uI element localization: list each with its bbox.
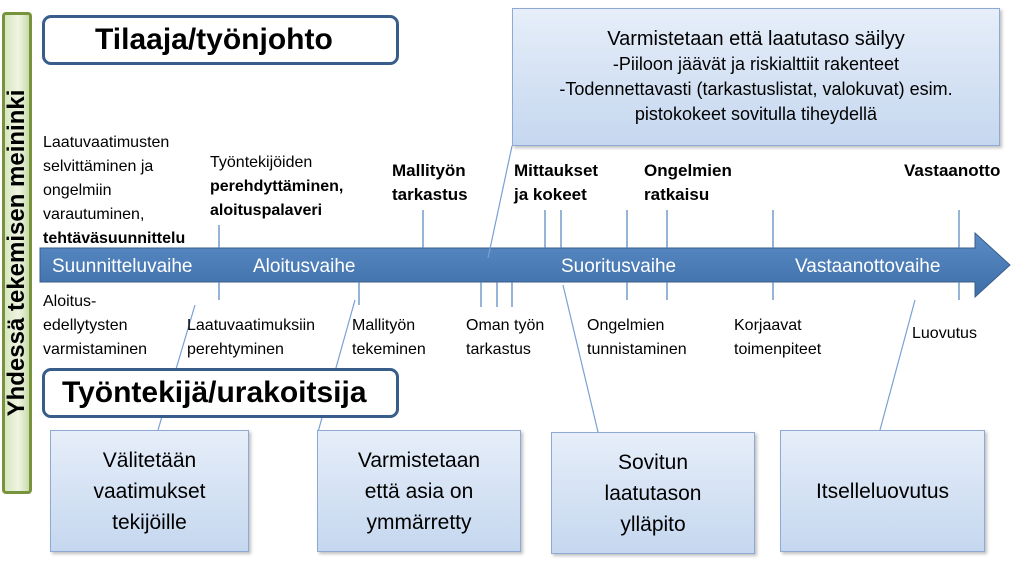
upper-label-orientation <box>210 151 343 223</box>
callout-line: ylläpito <box>620 512 686 536</box>
phase-execution: Suoritusvaihe <box>561 256 677 277</box>
callout-line: Itselleluovutus <box>815 479 950 503</box>
label-line: Ongelmien <box>644 161 732 180</box>
label-line: Laatuvaatimuksiin <box>187 317 316 334</box>
label-line: Korjaavat <box>734 317 802 334</box>
callout-line: tekijöille <box>112 510 187 534</box>
label-line: Vastaanotto <box>904 161 1001 180</box>
label-line: tekeminen <box>352 341 426 358</box>
label-line: Luovutus <box>912 325 977 342</box>
upper-label-acceptance <box>904 159 1000 183</box>
label-line: tehtäväsuunnittelu <box>43 230 186 247</box>
label-line: tarkastus <box>392 185 468 204</box>
top-callout-line-2: -Piiloon jäävät ja riskialttiit rakenteet <box>612 54 900 74</box>
phase-acceptance: Vastaanottovaihe <box>795 256 941 277</box>
label-line: ja kokeet <box>514 185 587 204</box>
lower-label-handover <box>912 322 977 346</box>
client-role-box <box>42 15 399 65</box>
bottom-callout-self-handover <box>780 430 985 552</box>
top-callout <box>512 8 1000 146</box>
label-line: ongelmiin <box>43 182 112 199</box>
label-line: Työntekijöiden <box>210 154 313 171</box>
lower-label-familiarization <box>187 314 315 362</box>
lower-label-self-inspection <box>466 314 544 362</box>
label-line: ratkaisu <box>644 185 710 204</box>
callout-line: laatutason <box>604 481 702 505</box>
lower-label-problem-identification <box>587 314 687 362</box>
lower-ticks <box>219 282 959 307</box>
worker-role-label: Työntekijä/urakoitsija <box>62 376 367 409</box>
label-line: Mittaukset <box>514 161 599 180</box>
label-line: Mallityön <box>392 161 466 180</box>
callout-line: Varmistetaan <box>357 448 481 472</box>
label-line: perehdyttäminen, <box>210 178 344 195</box>
label-line: toimenpiteet <box>734 341 822 358</box>
phase-planning: Suunnitteluvaihe <box>52 256 193 277</box>
phase-start: Aloitusvaihe <box>253 256 356 277</box>
top-callout-line-1: Varmistetaan että laatutaso säilyy <box>607 28 905 50</box>
label-line: selvittäminen ja <box>43 158 154 175</box>
bottom-callout-convey <box>50 430 249 552</box>
label-line: edellytysten <box>43 317 128 334</box>
lower-label-corrective-actions <box>734 314 821 362</box>
top-callout-line-4: pistokokeet sovitulla tiheydellä <box>634 104 878 124</box>
label-line: tunnistaminen <box>587 341 687 358</box>
upper-label-measurements <box>514 159 598 207</box>
worker-role-box <box>42 368 399 418</box>
label-line: Aloitus- <box>43 293 97 310</box>
callout-line: ymmärretty <box>366 510 472 534</box>
callout-line: että asia on <box>364 479 474 503</box>
callout-line: Sovitun <box>617 450 689 474</box>
client-role-label: Tilaaja/työnjohto <box>95 23 333 56</box>
upper-label-problem-solving <box>644 159 732 207</box>
bottom-callout-maintain <box>551 432 755 554</box>
label-line: Mallityön <box>352 317 416 334</box>
side-title-bar <box>2 12 32 494</box>
callout-line: Välitetään <box>102 448 197 472</box>
top-callout-line-3: -Todennettavasti (tarkastuslistat, valokuvat) esim. <box>559 79 953 99</box>
label-line: Laatuvaatimusten <box>43 134 170 151</box>
upper-label-sample-inspection <box>392 159 468 207</box>
label-line: varautuminen, <box>43 206 145 223</box>
label-line: Oman työn <box>466 317 545 334</box>
bottom-callout-ensure <box>317 430 521 552</box>
label-line: Ongelmien <box>587 317 665 334</box>
label-line: tarkastus <box>466 341 531 358</box>
side-title: Yhdessä tekemisen meininki <box>3 89 30 417</box>
label-line: aloituspalaveri <box>210 202 323 219</box>
lower-label-prerequisites <box>43 290 147 362</box>
callout-line: vaatimukset <box>93 479 206 503</box>
lower-label-sample-work <box>352 314 426 362</box>
upper-label-planning <box>43 131 185 251</box>
label-line: perehtyminen <box>187 341 284 358</box>
label-line: varmistaminen <box>43 341 148 358</box>
